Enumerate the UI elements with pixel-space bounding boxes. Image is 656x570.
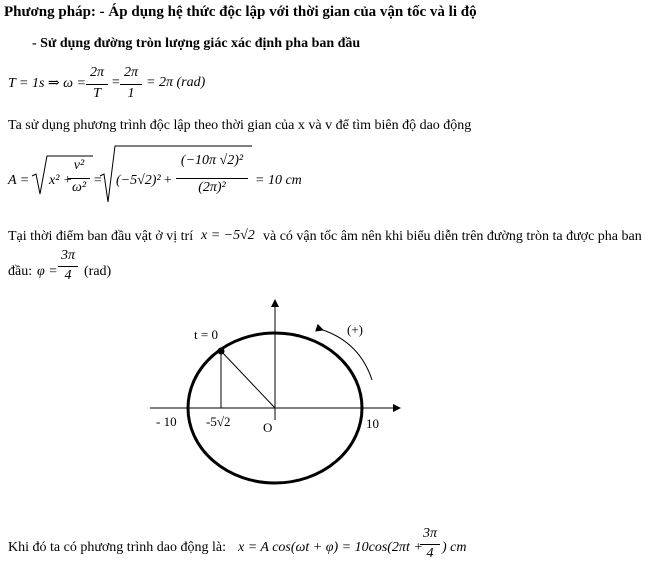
eq2-lhs: A = [8,173,30,188]
paragraph-initial-phase: đầu: [8,264,33,279]
method-heading: Phương pháp: - Áp dụng hệ thức độc lập với thời gian của vận tốc và li độ [4,4,477,20]
eq1-den1: T [93,86,101,101]
eq1-lhs: T = 1s ⇒ ω = [8,76,86,91]
eq2-equals: = [93,173,103,188]
final-phase-denominator: 4 [426,546,434,561]
eq2-plus: + [163,173,173,188]
eq2-numerator: (−10π √2)² [180,153,244,168]
phase-denominator: 4 [64,268,72,283]
initial-point [218,348,225,355]
eq2-w2: ω² [71,180,87,195]
final-equation-tail: ) cm [442,540,467,555]
eq2-v2: v² [73,158,85,173]
eq2-x2: x² + [49,173,73,188]
radius-line [221,351,275,408]
phase-unit: (rad) [84,264,112,279]
eq1-num2: 2π [123,65,138,80]
final-paragraph: Khi đó ta có phương trình dao động là: [8,540,226,555]
position-label: -5√2 [206,414,231,429]
eq2-term1: (−5√2)² [116,173,161,188]
eq1-rhs: = 2π (rad) [146,75,206,90]
paragraph-initial-position: Tại thời điểm ban đầu vật ở vị trí [8,229,194,244]
initial-position-value: x = −5√2 [201,228,255,243]
minus-ten-label: - 10 [156,414,177,429]
positive-direction-label: (+) [347,322,363,337]
fraction-bar [420,544,440,545]
eq1-den2: 1 [127,86,135,101]
origin-label: O [263,420,273,435]
sub-step-heading: - Sử dụng đường tròn lượng giác xác định pha ban đầu [32,36,361,51]
paragraph-initial-position-cont: và có vận tốc âm nên khi biểu diễn trên đường tròn ta được pha ban [263,229,642,244]
t0-label: t = 0 [194,327,218,342]
eq1-equals: = [111,75,121,90]
paragraph-independent-equation: Ta sử dụng phương trình độc lập theo thời gian của x và v để tìm biên độ dao động [8,118,472,133]
ten-label: 10 [366,416,379,431]
final-phase-numerator: 3π [422,526,437,541]
phase-numerator: 3π [60,248,75,263]
final-equation: x = A cos(ωt + φ) = 10cos(2πt + [238,540,423,555]
eq2-rhs: = 10 cm [255,173,302,188]
eq1-num1: 2π [89,65,104,80]
phase-symbol: φ = [37,264,58,279]
eq2-denominator: (2π)² [198,180,226,195]
